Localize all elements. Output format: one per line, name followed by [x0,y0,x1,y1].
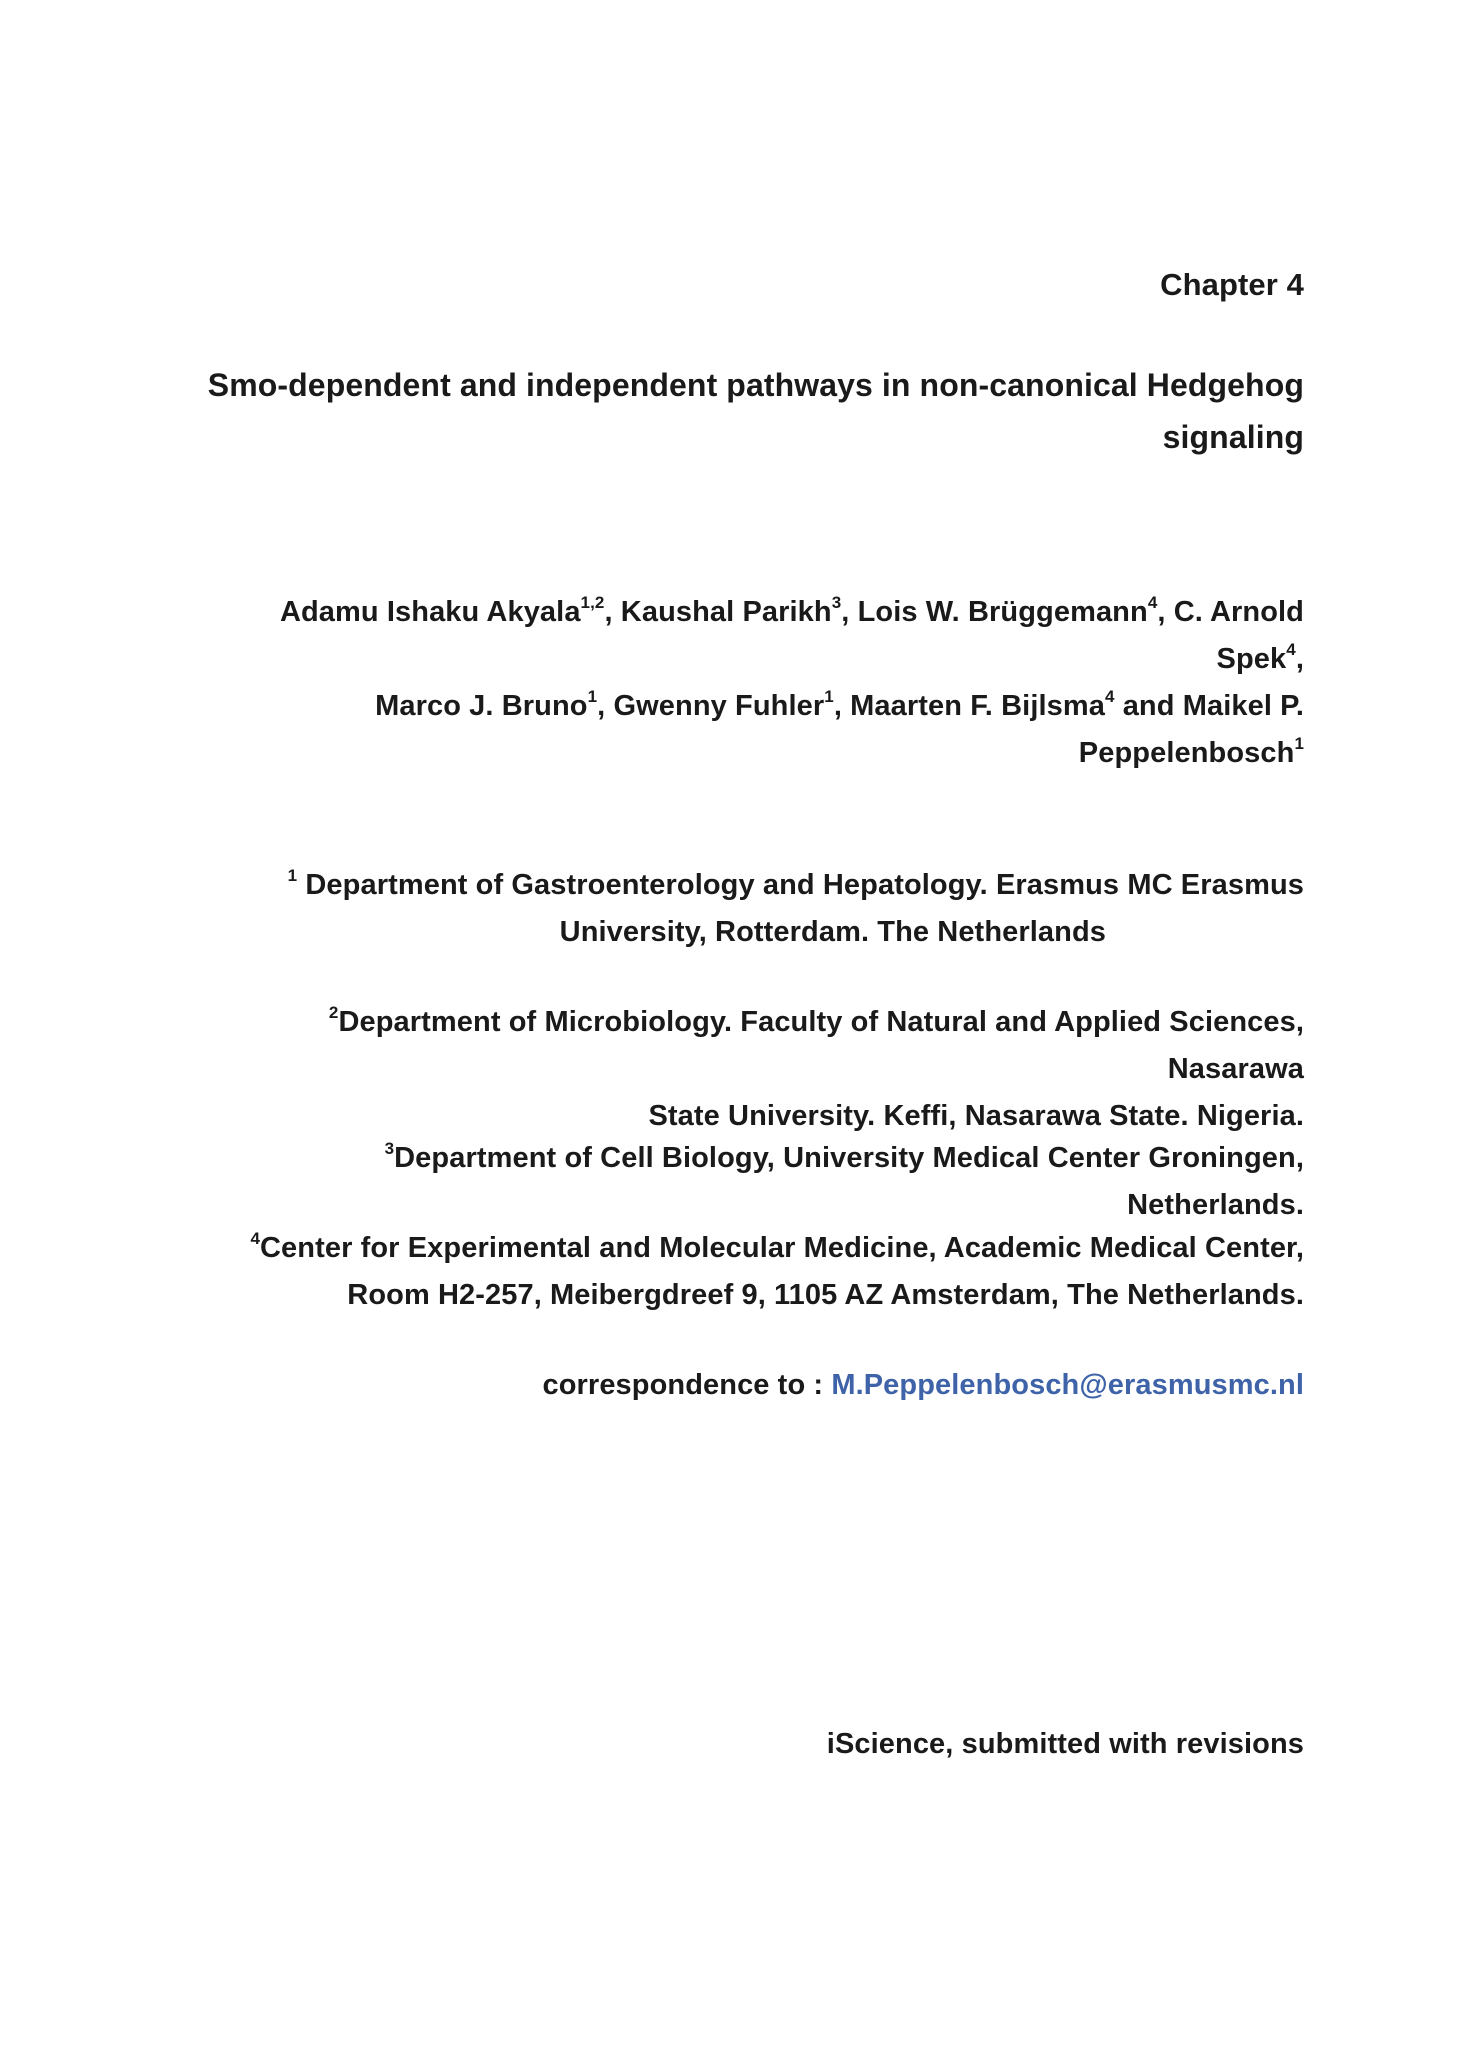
affiliation-3 [204,1135,1304,1229]
author-name: , Gwenny Fuhler [597,690,825,722]
affiliation-1-line-2: University, Rotterdam. The Netherlands [559,916,1106,948]
author-line-2 [204,683,1304,730]
affiliation-text: Center for Experimental and Molecular Medicine, Academic Medical Center, [260,1232,1304,1264]
title-line-2: signaling [1162,419,1304,455]
submission-status-text: iScience, submitted with revisions [826,1728,1304,1760]
author-affiliation-mark: 1 [1294,734,1304,753]
affiliation-text: Department of Cell Biology, University Medical Center Groningen, Netherlands. [394,1142,1304,1221]
author-affiliation-mark: 1 [587,687,598,706]
author-name: , Kaushal Parikh [604,596,832,628]
paper-title [204,359,1304,463]
author-name: , Maarten F. Bijlsma [833,690,1105,722]
chapter-label: Chapter 4 [1160,267,1304,302]
affiliation-text: Department of Gastroenterology and Hepatology. Erasmus MC Erasmus [297,869,1304,901]
author-line-3 [204,730,1304,777]
affiliation-1-line-1 [204,862,1304,909]
affiliation-3-line-1 [204,1135,1304,1229]
correspondence-email-link[interactable]: M.Peppelenbosch@erasmusmc.nl [831,1369,1304,1401]
affiliation-2-line-1 [204,999,1304,1093]
author-name: , Lois W. Brüggemann [841,596,1148,628]
author-list [204,589,1304,777]
author-name: Peppelenbosch [1078,737,1295,769]
title-line-1: Smo-dependent and independent pathways in non-canonical Hedgehog [207,367,1304,403]
author-affiliation-mark: 4 [1104,687,1115,706]
affiliation-1 [204,862,1304,956]
author-affiliation-mark: 4 [1147,593,1158,612]
author-affiliation-mark: 4 [1286,640,1296,659]
author-affiliation-mark: 1,2 [580,593,605,612]
affiliation-4-line-1 [204,1225,1304,1272]
author-line-1 [204,589,1304,683]
correspondence [204,1362,1304,1409]
correspondence-line [204,1362,1304,1409]
affiliation-4-line-2: Room H2-257, Meibergdreef 9, 1105 AZ Amsterdam, The Netherlands. [347,1279,1304,1311]
correspondence-label: correspondence to : [542,1369,832,1401]
affiliation-text: Department of Microbiology. Faculty of Natural and Applied Sciences, Nasarawa [338,1006,1304,1085]
affiliation-number: 1 [287,866,298,885]
affiliation-2-line-2: State University. Keffi, Nasarawa State. Nigeria. [648,1100,1304,1132]
author-affiliation-mark: 3 [831,593,842,612]
affiliation-2 [204,999,1304,1140]
affiliation-4 [204,1225,1304,1319]
affiliation-number: 3 [384,1139,395,1158]
author-name: , C. Arnold Spek [1157,596,1304,675]
author-name: Adamu Ishaku Akyala [279,596,581,628]
chapter-heading [704,262,1304,308]
author-separator: , [1295,643,1304,675]
submission-status [204,1721,1304,1768]
affiliation-number: 4 [250,1229,260,1248]
author-name: Marco J. Bruno [375,690,588,722]
author-affiliation-mark: 1 [824,687,834,706]
author-name: and Maikel P. [1114,690,1304,722]
affiliation-number: 2 [328,1003,339,1022]
